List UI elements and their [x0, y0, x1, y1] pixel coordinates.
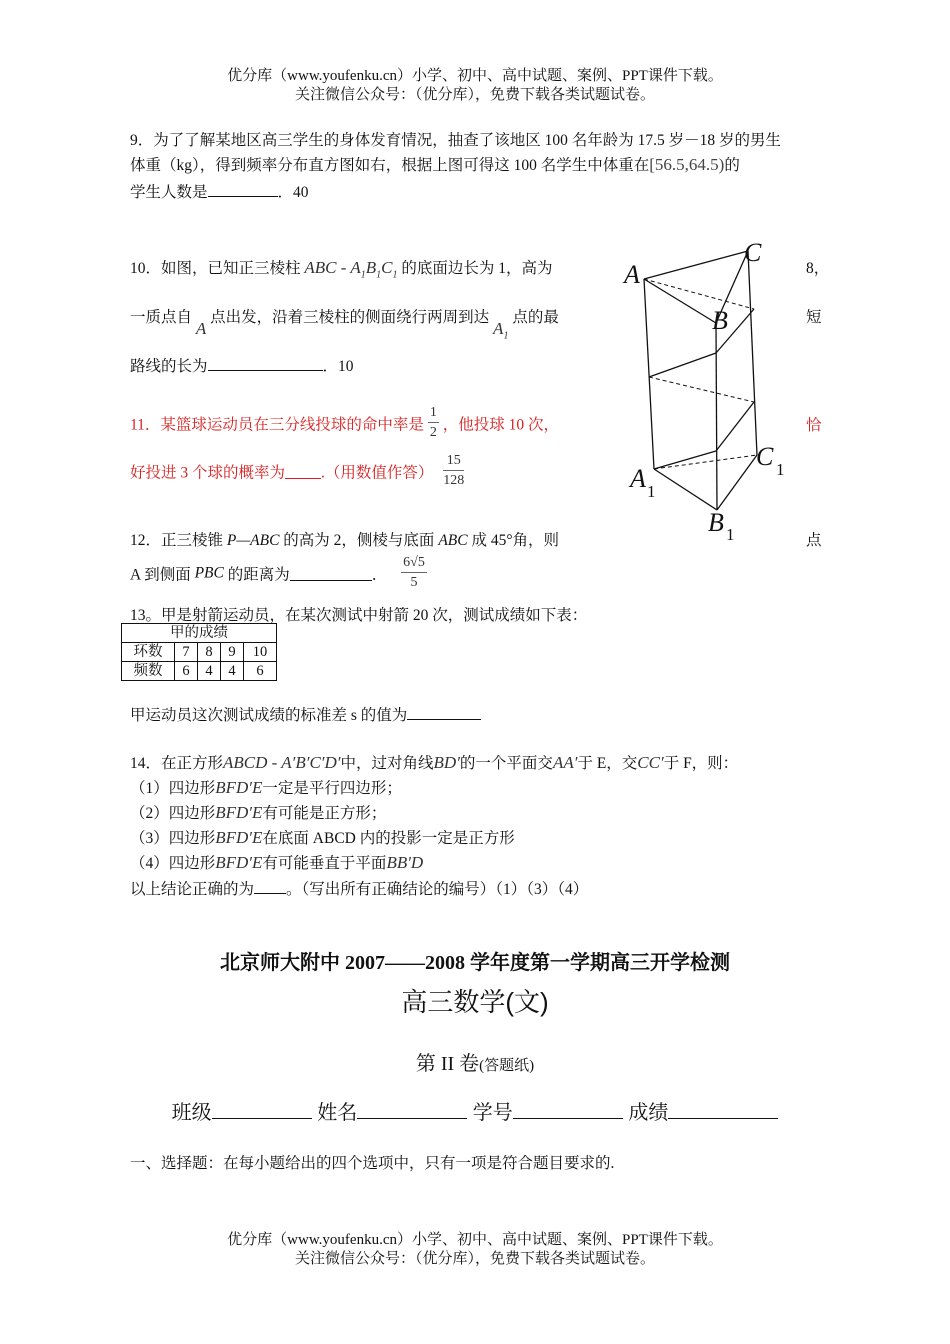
edge-c-c1 [748, 251, 757, 455]
edge-b1-c1 [717, 455, 757, 510]
q10-prism-b: B [365, 258, 377, 277]
score-label: 成绩 [628, 1102, 669, 1124]
label-a1-sub: 1 [647, 482, 656, 501]
q13-answer-blank[interactable] [407, 705, 481, 720]
q9-line-2-b: 的 [724, 157, 740, 174]
q14-quad: BFD′E [215, 778, 263, 797]
q11-c: 恰 [806, 417, 822, 434]
q14-item-2-a: （2）四边形 [130, 805, 216, 822]
q10-prism [304, 258, 398, 281]
q10-sub-c1: 1 [392, 269, 398, 281]
q14-aa: AA′ [552, 753, 578, 772]
label-a1: A [630, 464, 646, 493]
q14-line-1 [130, 751, 738, 773]
q10-prism-main: ABC - A [304, 258, 361, 277]
q12-answer-blank[interactable] [290, 566, 372, 581]
q11-line-2-b: .（用数值作答） [321, 464, 434, 482]
id-field[interactable] [513, 1100, 623, 1119]
exam-title-line-2: 高三数学(文) [401, 987, 549, 1017]
q13-question-text: 甲运动员这次测试成绩的标准差 s 的值为 [130, 707, 408, 724]
label-b: B [712, 306, 728, 335]
q9-interval: [56.5,64.5) [649, 155, 725, 174]
q12-answer-fraction [401, 554, 427, 593]
q10-line-3-text: 路线的长为 [130, 358, 208, 375]
q13-text: 13。甲是射箭运动员，在某次测试中射箭 20 次，测试成绩如下表： [130, 607, 588, 624]
q13-row1-cell: 7 [175, 643, 198, 662]
q10-answer-blank[interactable] [208, 356, 323, 371]
score-field[interactable] [668, 1100, 778, 1119]
q10-answer: ．10 [322, 358, 354, 375]
q13-row1-cell: 9 [221, 643, 244, 662]
q12-line-2 [130, 554, 427, 593]
q10-point-a1-sub: 1 [503, 330, 509, 342]
q14-conclusion [130, 877, 588, 899]
q10-b: 的底面边长为 1，高为 [401, 260, 553, 277]
q14-c: 的一个平面交 [459, 755, 553, 772]
edge-a1-b1 [654, 469, 717, 510]
footer-line-2: 关注微信公众号：（优分库），免费下载各类试题试卷。 [294, 1251, 655, 1267]
q14-item-3-b: 在底面 ABCD 内的投影一定是正方形 [262, 830, 515, 847]
exam-title-line-1: 北京师大附中 2007——2008 学年度第一学期高三开学检测 [220, 952, 730, 974]
q11-b: ，他投球 10 次， [442, 416, 559, 434]
q14-item-4-b: 有可能垂直于平面 [262, 855, 387, 872]
exam-part-sub: (答题纸) [479, 1058, 535, 1074]
q10-point-a: A [195, 319, 207, 338]
q13-row2-cell: 4 [198, 662, 221, 681]
q13-row2-cell: 6 [244, 662, 277, 681]
q12-line-1 [130, 528, 559, 550]
q12-pabc: P—ABC [226, 532, 280, 549]
name-label: 姓名 [317, 1102, 358, 1124]
q10-prism-c: C [381, 258, 393, 277]
exam-part-label: 第 II 卷 [415, 1053, 480, 1075]
q14-item-1-a: （1）四边形 [130, 780, 216, 797]
q10-point-a1 [493, 319, 509, 342]
q14-conclusion-a: 以上结论正确的为 [130, 881, 255, 898]
footer-line-1: 优分库（www.youfenku.cn）小学、初中、高中试题、案例、PPT课件下载。 [227, 1232, 723, 1248]
edge-a-a1 [644, 279, 654, 469]
path-3 [716, 402, 754, 451]
q12-line-2-a: A 到侧面 [130, 566, 195, 584]
q14-a: 14．在正方形 [130, 755, 224, 772]
q14-item-3-a: （3）四边形 [130, 830, 216, 847]
q12-abc: ABC [438, 532, 468, 549]
q14-item-4-a: （4）四边形 [130, 855, 216, 872]
q14-e: 于 F，则： [663, 755, 739, 772]
q14-item-3 [130, 826, 515, 848]
q14-answer-blank[interactable] [254, 879, 286, 894]
dashed-path-2 [649, 377, 754, 402]
q14-quad: BFD′E [215, 803, 263, 822]
dashed-path-1 [644, 279, 754, 309]
q12-line-2-c: ． [371, 566, 388, 584]
edge-a-b [644, 279, 716, 323]
q13-row2-label: 频数 [122, 662, 175, 681]
q10-c: 8， [806, 260, 830, 277]
edge-a-c [644, 251, 748, 279]
q9-line-2-a: 体重（kg），得到频率分布直方图如右，根据上图可得这 100 名学生中体重在 [130, 157, 650, 174]
q13-row1-label: 环数 [122, 643, 175, 662]
q14-cc: CC′ [637, 753, 664, 772]
q12-a: 12．正三棱锥 [130, 532, 227, 549]
q11-frac-num: 1 [428, 404, 439, 423]
q10-line-2-b: 点出发，沿着三棱柱的侧面绕行两周到达 [210, 309, 490, 326]
student-fields [0, 1096, 950, 1125]
q11-line-2 [130, 452, 464, 491]
q9-answer: ．40 [277, 184, 309, 201]
q11-answer-den: 128 [443, 473, 465, 488]
id-label: 学号 [472, 1102, 513, 1124]
q13-row1-cell: 8 [198, 643, 221, 662]
q10-line-2-d: 短 [806, 309, 822, 326]
q13-row2-cell: 6 [175, 662, 198, 681]
label-c1-sub: 1 [776, 460, 785, 479]
q14-conclusion-b: 。（写出所有正确结论的编号）（1）（3）（4） [286, 881, 589, 898]
q14-item-2 [130, 801, 386, 823]
q14-plane: BB′D [386, 853, 424, 872]
q14-item-1-b: 一定是平行四边形； [262, 780, 402, 797]
q10-sub-a1: 1 [360, 269, 366, 281]
q12-answer-den: 5 [410, 575, 418, 590]
q10-line-2-c: 点的最 [512, 309, 559, 326]
class-label: 班级 [171, 1102, 212, 1124]
q12-pbc: PBC [194, 564, 224, 582]
q14-quad: BFD′E [215, 853, 263, 872]
q9-line-3 [130, 180, 309, 202]
q11-a: 11．某篮球运动员在三分线投球的命中率是 [130, 416, 424, 434]
label-c: C [744, 238, 762, 267]
q14-item-2-b: 有可能是正方形； [262, 805, 387, 822]
q9-answer-blank[interactable] [208, 182, 278, 197]
q13-row1-cell: 10 [244, 643, 277, 662]
q10-sub-b1: 1 [376, 269, 382, 281]
path-2 [649, 353, 716, 377]
header-line-1: 优分库（www.youfenku.cn）小学、初中、高中试题、案例、PPT课件下载。 [227, 68, 723, 84]
q14-item-1 [130, 776, 402, 798]
exam-title-line-3 [0, 1047, 950, 1076]
q13-table-wrap [121, 623, 277, 681]
q13-score-table [121, 623, 277, 681]
dashed-edge-a1-c1 [654, 455, 757, 469]
path-4 [654, 451, 716, 469]
q12-d: 点 [806, 532, 822, 549]
q13-question [130, 703, 481, 725]
q11-fraction [428, 404, 439, 443]
q13-table-title: 甲的成绩 [122, 624, 277, 643]
q11-frac-den: 2 [429, 425, 437, 440]
q9-line-2 [130, 153, 740, 175]
label-b1: B [708, 508, 724, 537]
q12-answer-num: 6√5 [401, 554, 427, 573]
q9-line-1: 9．为了了解某地区高三学生的身体发育情况，抽查了该地区 100 名年龄为 17.5 岁－18 岁的男生 [130, 132, 782, 149]
q10-line-2 [130, 305, 559, 342]
q14-cube: ABCD - A′B′C′D′ [223, 753, 341, 772]
q12-b: 的高为 2，侧棱与底面 [279, 532, 439, 549]
label-a: A [624, 260, 640, 289]
prism-figure [620, 235, 800, 545]
q11-answer-blank[interactable] [285, 464, 321, 479]
q10-a: 10．如图，已知正三棱柱 [130, 260, 301, 277]
q11-line-1 [130, 404, 559, 443]
q10-line-3 [130, 354, 354, 376]
q11-line-2-text: 好投进 3 个球的概率为 [130, 464, 286, 482]
q12-line-2-b: 的距离为 [223, 566, 290, 584]
q14-b: 中，过对角线 [340, 755, 434, 772]
q14-d: 于 E，交 [577, 755, 638, 772]
q11-answer-fraction [443, 452, 464, 491]
q10-line-2-a: 一质点自 [130, 309, 193, 326]
q11-answer-num: 15 [443, 452, 464, 471]
q13-row2-cell: 4 [221, 662, 244, 681]
header-line-2: 关注微信公众号：（优分库），免费下载各类试题试卷。 [294, 87, 655, 103]
label-b1-sub: 1 [726, 525, 735, 544]
q9-line-3-text: 学生人数是 [130, 184, 208, 201]
q10-point-a1-letter: A [493, 319, 504, 338]
section-1-heading: 一、选择题：在每小题给出的四个选项中，只有一项是符合题目要求的. [130, 1155, 615, 1172]
q14-item-4 [130, 851, 423, 873]
q12-c: 成 45°角，则 [467, 532, 560, 549]
name-field[interactable] [357, 1100, 467, 1119]
q14-quad: BFD′E [215, 828, 263, 847]
q10-line-1 [130, 256, 553, 280]
q14-bd: BD′ [433, 753, 460, 772]
class-field[interactable] [212, 1100, 312, 1119]
label-c1: C [756, 442, 774, 471]
